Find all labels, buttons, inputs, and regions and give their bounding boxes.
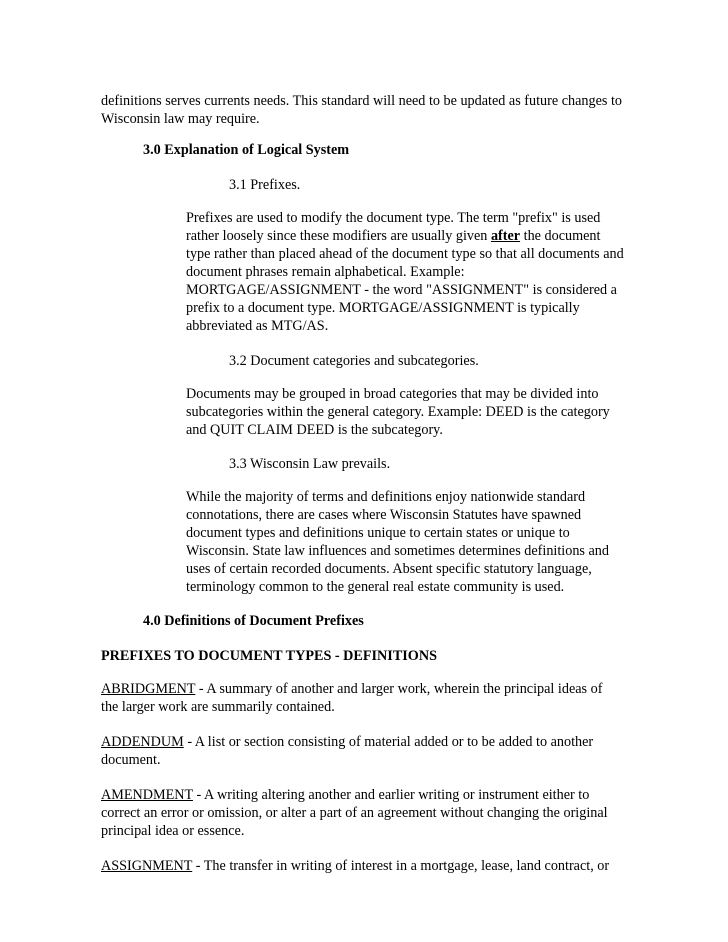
- section-4-0-heading: 4.0 Definitions of Document Prefixes: [143, 613, 364, 629]
- section-3-3-line-1: While the majority of terms and definitions enjoy nationwide standard: [186, 489, 586, 505]
- section-3-1-line-1: Prefixes are used to modify the document type. The term "prefix" is used: [186, 210, 601, 226]
- intro-line-2: Wisconsin law may require.: [101, 111, 260, 127]
- prefixes-title: PREFIXES TO DOCUMENT TYPES - DEFINITIONS: [101, 648, 437, 664]
- definition-assignment-line-1: ASSIGNMENT - The transfer in writing of interest in a mortgage, lease, land contract, or: [101, 858, 610, 874]
- definition-addendum-line-2: document.: [101, 752, 161, 768]
- term-abridgment: ABRIDGMENT: [101, 681, 196, 697]
- term-amendment: AMENDMENT: [101, 787, 193, 803]
- section-3-3-line-3: document types and definitions unique to certain states or unique to: [186, 525, 570, 541]
- section-3-0-heading: 3.0 Explanation of Logical System: [143, 142, 350, 158]
- section-3-3-line-4: Wisconsin. State law influences and sometimes determines definitions and: [186, 543, 609, 559]
- section-3-3-line-5: uses of certain recorded documents. Absent specific statutory language,: [186, 561, 592, 577]
- section-3-1-line-5: MORTGAGE/ASSIGNMENT - the word "ASSIGNMENT" is considered a: [186, 282, 617, 298]
- section-3-1-line-4: document phrases remain alphabetical. Example:: [186, 264, 465, 280]
- definition-amendment-line-1: AMENDMENT - A writing altering another and earlier writing or instrument either to: [101, 787, 590, 803]
- section-3-2-line-1: Documents may be grouped in broad categories that may be divided into: [186, 386, 599, 402]
- section-3-1-heading: 3.1 Prefixes.: [229, 177, 301, 193]
- section-3-1-line-6: prefix to a document type. MORTGAGE/ASSIGNMENT is typically: [186, 300, 580, 316]
- section-3-1-line-3: type rather than placed ahead of the document type so that all documents and: [186, 246, 624, 262]
- section-3-3-line-2: connotations, there are cases where Wisconsin Statutes have spawned: [186, 507, 582, 523]
- section-3-3-heading: 3.3 Wisconsin Law prevails.: [229, 456, 391, 472]
- definition-amendment-line-2: correct an error or omission, or alter a part of an agreement without changing the original: [101, 805, 608, 821]
- definition-addendum-line-1: ADDENDUM - A list or section consisting of material added or to be added to another: [101, 734, 594, 750]
- section-3-1-line-2: rather loosely since these modifiers are usually given after the document: [186, 228, 601, 244]
- emphasis-after: after: [490, 228, 521, 244]
- term-assignment: ASSIGNMENT: [101, 858, 193, 874]
- section-3-2-heading: 3.2 Document categories and subcategories.: [229, 353, 479, 369]
- section-3-2-line-3: and QUIT CLAIM DEED is the subcategory.: [186, 422, 443, 438]
- definition-abridgment-line-1: ABRIDGMENT - A summary of another and larger work, wherein the principal ideas of: [101, 681, 603, 697]
- section-3-3-line-6: terminology common to the general real estate community is used.: [186, 579, 565, 595]
- section-3-2-line-2: subcategories within the general category. Example: DEED is the category: [186, 404, 610, 420]
- intro-line-1: definitions serves currents needs. This standard will need to be updated as future changes to: [101, 93, 622, 109]
- definition-abridgment-line-2: the larger work are summarily contained.: [101, 699, 335, 715]
- definition-amendment-line-3: principal idea or essence.: [101, 823, 245, 839]
- term-addendum: ADDENDUM: [101, 734, 184, 750]
- section-3-1-line-7: abbreviated as MTG/AS.: [186, 318, 329, 334]
